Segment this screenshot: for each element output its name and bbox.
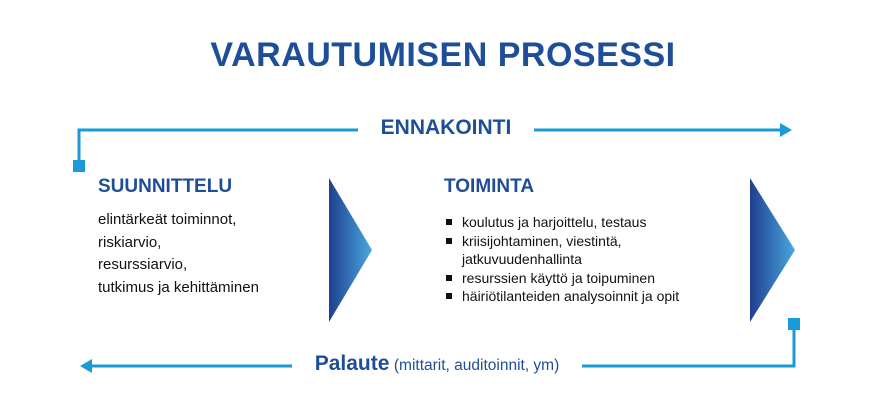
planning-item: elintärkeät toiminnot, bbox=[98, 211, 237, 228]
planning-item: resurssiarvio, bbox=[98, 256, 188, 273]
planning-list bbox=[98, 209, 259, 299]
palaute-sublabel: (mittarit, auditoinnit, ym) bbox=[393, 357, 560, 374]
planning-chevron bbox=[329, 178, 372, 322]
palaute-arrowhead bbox=[80, 359, 92, 373]
planning-item: tutkimus ja kehittäminen bbox=[98, 278, 259, 296]
ennakointi-label: ENNAKOINTI bbox=[358, 116, 534, 140]
action-chevron bbox=[750, 178, 795, 322]
action-item: resurssien käyttö ja toipuminen bbox=[444, 269, 679, 288]
action-item: koulutus ja harjoittelu, testaus bbox=[444, 213, 679, 232]
palaute-start-marker bbox=[788, 318, 800, 330]
action-item: häiriötilanteiden analysoinnit ja opit bbox=[444, 287, 679, 306]
action-heading: TOIMINTA bbox=[444, 176, 535, 197]
page-title: VARAUTUMISEN PROSESSI bbox=[210, 36, 676, 74]
palaute-label: Palaute bbox=[314, 352, 390, 375]
action-item: kriisijohtaminen, viestintä, bbox=[444, 232, 679, 251]
action-list bbox=[444, 213, 679, 306]
ennakointi-start-marker bbox=[73, 160, 85, 172]
planning-item: riskiarvio, bbox=[98, 233, 162, 251]
ennakointi-arrowhead bbox=[780, 123, 792, 137]
planning-heading: SUUNNITTELU bbox=[98, 176, 233, 197]
palaute-label-group bbox=[292, 352, 582, 376]
action-item-continuation: jatkuvuudenhallinta bbox=[462, 251, 582, 267]
